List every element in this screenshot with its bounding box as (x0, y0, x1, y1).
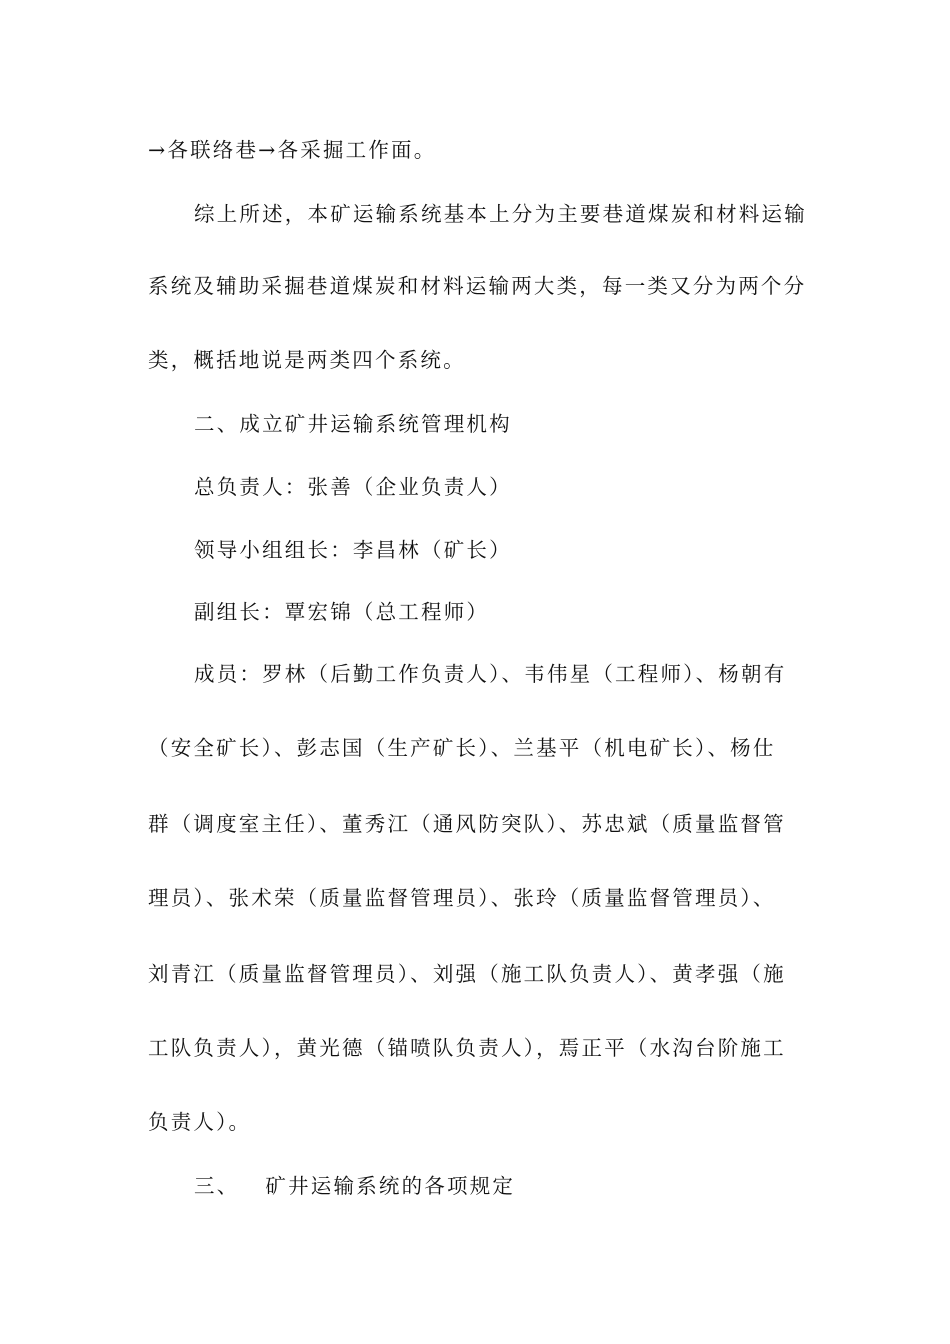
members-line-4: 理员）、张术荣（质量监督管理员）、张玲（质量监督管理员）、 (148, 886, 776, 910)
text-line-1: →各联络巷→各采掘工作面。 (148, 138, 437, 162)
section-3-number: 三、 (194, 1174, 240, 1198)
members-line-2: （安全矿长）、彭志国（生产矿长）、兰基平（机电矿长）、杨仕 (148, 736, 776, 760)
summary-paragraph-line-1: 综上所述，本矿运输系统基本上分为主要巷道煤炭和材料运输 (194, 202, 807, 226)
members-line-3: 群（调度室主任）、董秀江（通风防突队）、苏忠斌（质量监督管 (148, 812, 786, 836)
section-3-title: 矿井运输系统的各项规定 (265, 1174, 516, 1198)
members-line-6: 工队负责人），黄光德（锚喷队负责人），焉正平（水沟台阶施工 (148, 1036, 786, 1060)
members-line-5: 刘青江（质量监督管理员）、刘强（施工队负责人）、黄孝强（施 (148, 962, 786, 986)
group-leader-line: 领导小组组长：李昌林（矿长） (194, 538, 512, 562)
section-2-heading: 二、成立矿井运输系统管理机构 (194, 412, 512, 436)
summary-paragraph-line-3: 类，概括地说是两类四个系统。 (148, 348, 466, 372)
members-line-1: 成员：罗林（后勤工作负责人）、韦伟星（工程师）、杨朝有 (194, 662, 787, 686)
members-line-7: 负责人）。 (148, 1110, 252, 1134)
deputy-leader-line: 副组长：覃宏锦（总工程师） (194, 600, 490, 624)
section-3-heading (194, 1172, 854, 1200)
general-manager-line: 总负责人：张善（企业负责人） (194, 475, 512, 499)
summary-paragraph-line-2: 系统及辅助采掘巷道煤炭和材料运输两大类，每一类又分为两个分 (148, 274, 807, 298)
